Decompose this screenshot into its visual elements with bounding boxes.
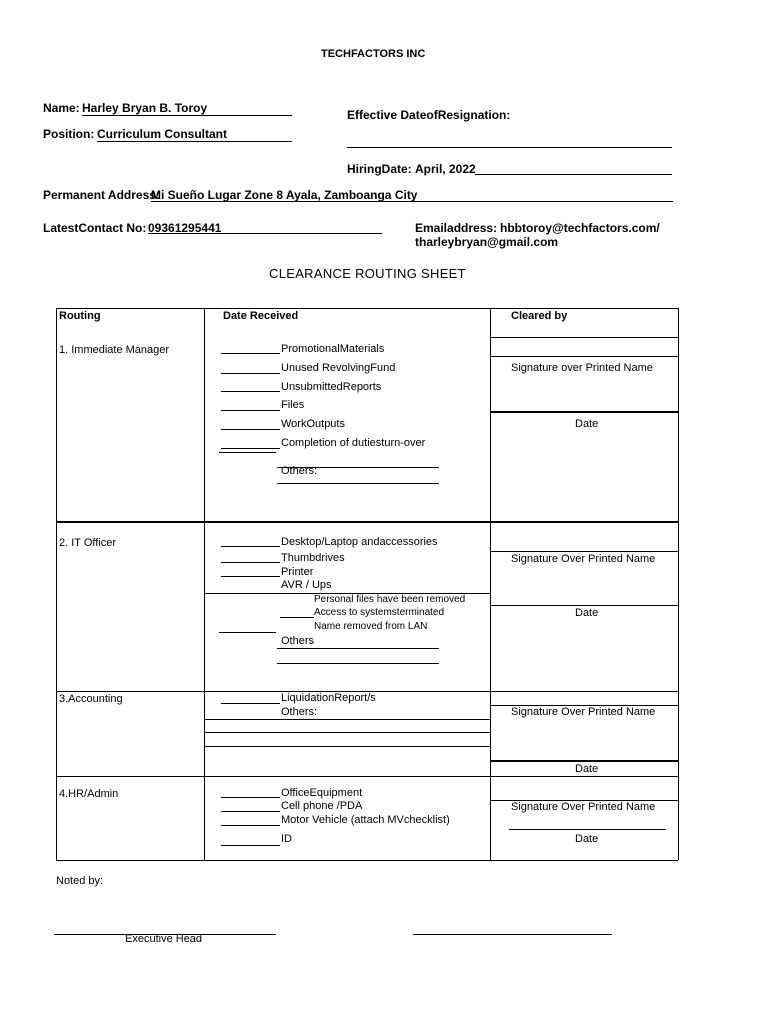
address-underline (151, 201, 673, 202)
hiring-date-label: HiringDate: (347, 162, 412, 176)
it-signature-label: Signature Over Printed Name (511, 553, 656, 565)
position-underline (97, 141, 292, 142)
checklist-item: UnsubmittedReports (281, 381, 382, 393)
routing-it-officer: 2. IT Officer (59, 537, 117, 549)
email-value-2: tharleybryan@gmail.com (415, 235, 559, 249)
header-cleared-by: Cleared by (511, 310, 568, 322)
checklist-sub-item: Name removed from LAN (314, 621, 428, 632)
contact-label: LatestContact No: (43, 221, 147, 235)
checklist-item: Unused RevolvingFund (281, 362, 396, 374)
checklist-item: LiquidationReport/s (281, 692, 376, 704)
manager-signature-label: Signature over Printed Name (511, 362, 653, 374)
effective-date-label: Effective DateofResignation: (347, 108, 511, 122)
checklist-item: Desktop/Laptop andaccessories (281, 536, 438, 548)
email-value-1: hbbtoroy@techfactors.com/ (500, 221, 660, 235)
checklist-item: Motor Vehicle (attach MVchecklist) (281, 814, 450, 826)
checklist-sub-item: Access to systemsterminated (314, 607, 445, 618)
checklist-item: Thumbdrives (281, 552, 345, 564)
position-value: Curriculum Consultant (97, 127, 228, 141)
hiring-date-underline (475, 174, 672, 175)
checklist-item: Completion of dutiesturn-over (281, 437, 426, 449)
checklist-item: ID (281, 833, 292, 845)
checklist-item: Files (281, 399, 305, 411)
position-label: Position: (43, 127, 95, 141)
name-value: Harley Bryan B. Toroy (82, 101, 208, 115)
noted-by-label: Noted by: (56, 875, 104, 887)
name-label: Name: (43, 101, 80, 115)
checklist-item: AVR / Ups (281, 579, 332, 591)
hiring-date-value: April, 2022 (415, 162, 476, 176)
hr-signature-label: Signature Over Printed Name (511, 801, 656, 813)
accounting-date-label: Date (575, 763, 599, 775)
company-name: TECHFACTORS INC (321, 48, 426, 60)
accounting-signature-label: Signature Over Printed Name (511, 706, 656, 718)
checklist-item: WorkOutputs (281, 418, 345, 430)
others-label: Others: (281, 465, 318, 477)
others-label: Others (281, 635, 315, 647)
routing-immediate-manager: 1. Immediate Manager (59, 344, 170, 356)
checklist-sub-item: Personal files have been removed (314, 594, 466, 605)
address-value: Mi Sueño Lugar Zone 8 Ayala, Zamboanga City (151, 188, 418, 202)
address-label: Permanent Address: (43, 188, 160, 202)
manager-date-label: Date (575, 418, 599, 430)
checklist-item: PromotionalMaterials (281, 343, 385, 355)
second-signature-line (413, 934, 612, 935)
header-date-received: Date Received (223, 310, 299, 322)
routing-hr-admin: 4.HR/Admin (59, 788, 119, 800)
hr-date-label: Date (575, 833, 599, 845)
contact-underline (148, 233, 382, 234)
checklist-item: Printer (281, 566, 314, 578)
it-date-label: Date (575, 607, 599, 619)
executive-head-label: Executive Head (125, 933, 203, 945)
checklist-item: OfficeEquipment (281, 787, 363, 799)
header-routing: Routing (59, 310, 101, 322)
others-label: Others: (281, 706, 318, 718)
email-label: Emailaddress: (415, 221, 498, 235)
contact-value: 09361295441 (148, 221, 222, 235)
sheet-title: CLEARANCE ROUTING SHEET (269, 266, 466, 281)
effective-date-underline (347, 147, 672, 148)
routing-accounting: 3.Accounting (59, 693, 123, 705)
checklist-item: Cell phone /PDA (281, 800, 363, 812)
name-underline (82, 115, 292, 116)
